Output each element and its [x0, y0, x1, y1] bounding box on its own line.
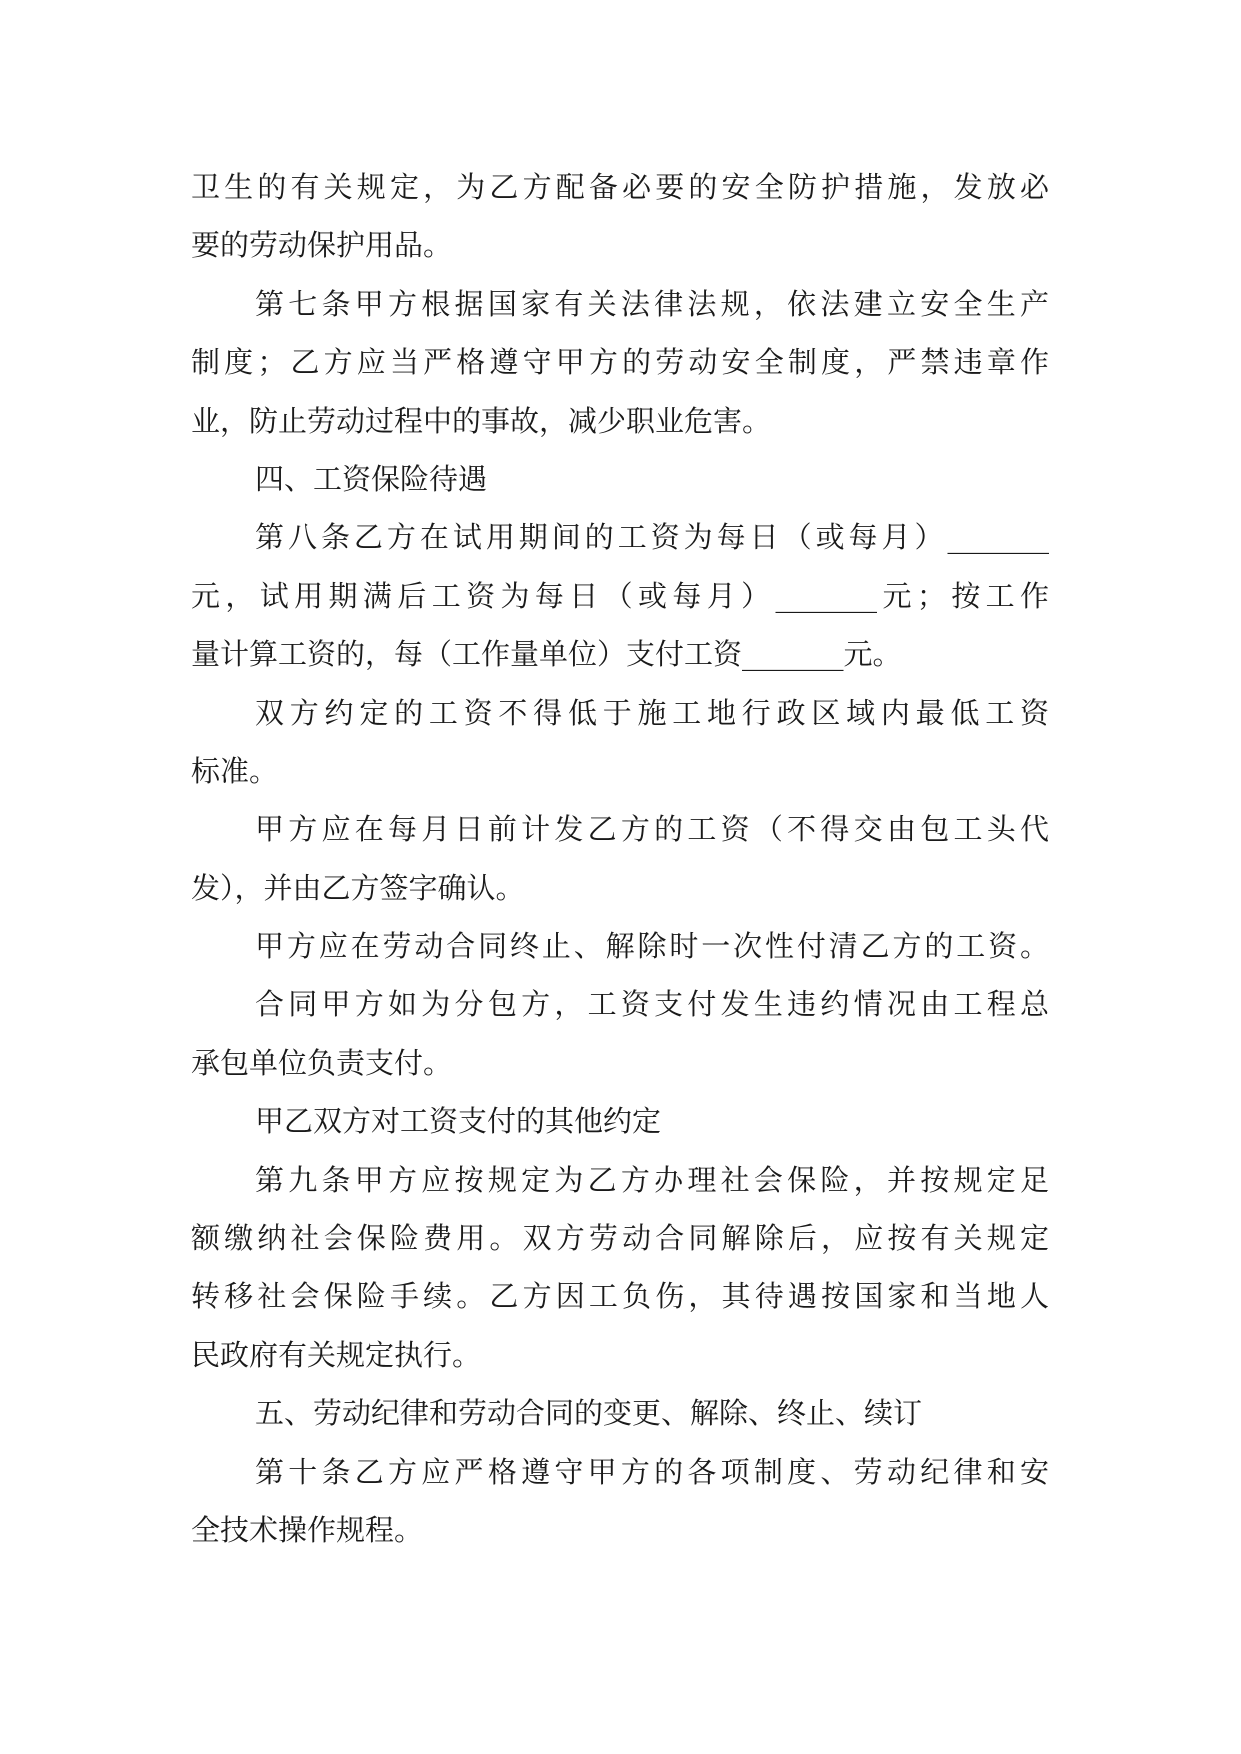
text-line: 第十条乙方应严格遵守甲方的各项制度、劳动纪律和安: [255, 1454, 1049, 1489]
text-line: 合同甲方如为分包方，工资支付发生违约情况由工程总: [255, 987, 1049, 1022]
text-line: 转移社会保险手续。乙方因工负伤，其待遇按国家和当地人: [191, 1279, 1049, 1314]
text-line: 要的劳动保护用品。: [191, 228, 453, 263]
text-line: 额缴纳社会保险费用。双方劳动合同解除后，应按有关规定: [191, 1221, 1049, 1256]
text-line: 双方约定的工资不得低于施工地行政区域内最低工资: [255, 695, 1049, 730]
section-heading: 五、劳动纪律和劳动合同的变更、解除、终止、续订: [255, 1396, 923, 1431]
text-line: 量计算工资的，每（工作量单位）支付工资_______元。: [191, 637, 902, 672]
text-line: 承包单位负责支付。: [191, 1045, 453, 1080]
text-line: 民政府有关规定执行。: [191, 1337, 482, 1372]
text-line: 甲方应在劳动合同终止、解除时一次性付清乙方的工资。: [255, 929, 1049, 964]
text-line: 甲方应在每月日前计发乙方的工资（不得交由包工头代: [255, 812, 1049, 847]
text-line: 全技术操作规程。: [191, 1512, 424, 1547]
text-line: 第八条乙方在试用期间的工资为每日（或每月）_______: [255, 520, 1049, 555]
text-line: 业，防止劳动过程中的事故，减少职业危害。: [191, 403, 772, 438]
document-body: [191, 158, 1049, 1559]
text-line: 甲乙双方对工资支付的其他约定: [255, 1104, 662, 1139]
text-line: 第九条甲方应按规定为乙方办理社会保险，并按规定足: [255, 1162, 1049, 1197]
text-line: 元，试用期满后工资为每日（或每月）_______元；按工作: [191, 578, 1049, 613]
text-line: 发），并由乙方签字确认。: [191, 870, 525, 905]
text-line: 卫生的有关规定，为乙方配备必要的安全防护措施，发放必: [191, 170, 1049, 204]
text-line: 制度；乙方应当严格遵守甲方的劳动安全制度，严禁违章作: [191, 345, 1049, 380]
section-heading: 四、工资保险待遇: [255, 461, 488, 496]
text-line: 标准。: [191, 753, 279, 788]
text-line: 第七条甲方根据国家有关法律法规，依法建立安全生产: [255, 286, 1049, 321]
